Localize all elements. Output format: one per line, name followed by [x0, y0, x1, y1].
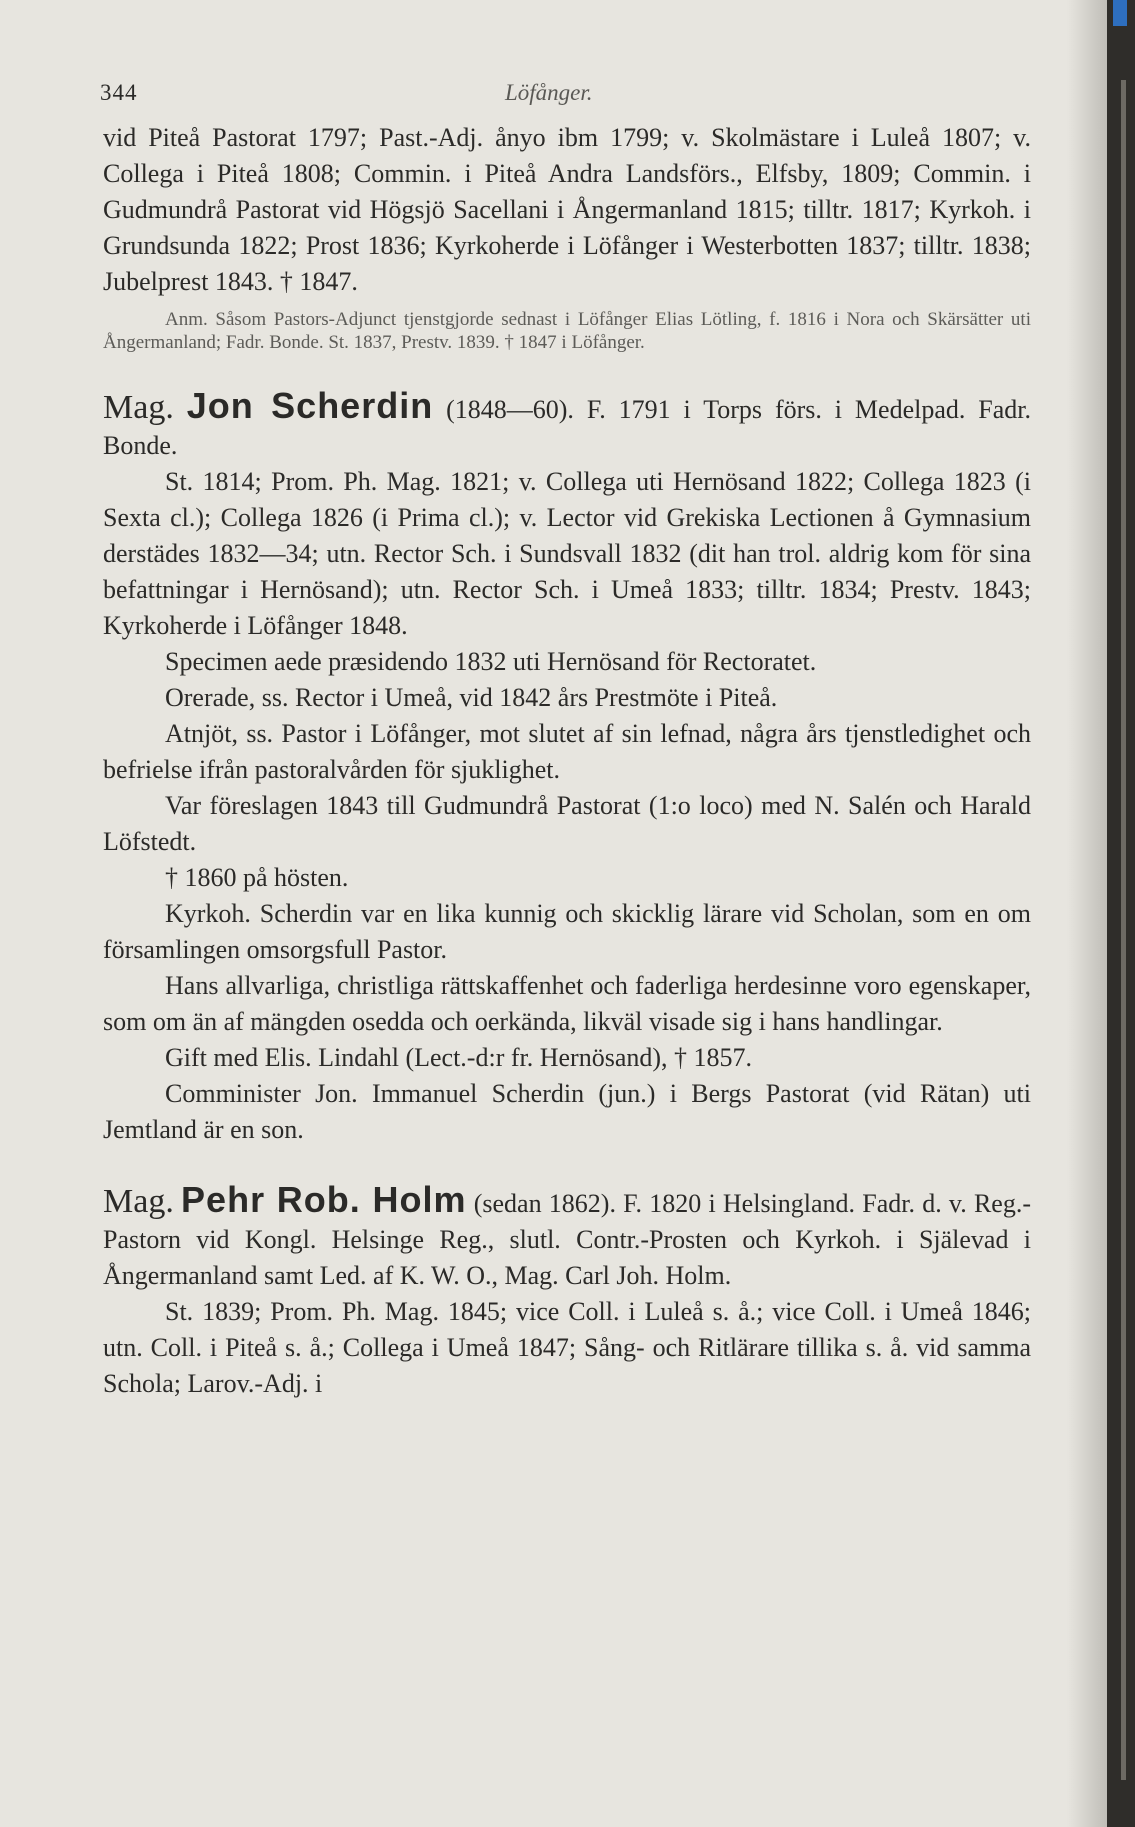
entry-paragraph: St. 1814; Prom. Ph. Mag. 1821; v. Collega uti Hernösand 1822; Collega 1823 (i Sexta cl.); Collega 1826 (i Prima cl.); v. Lector vid Grekiska Lectionen å Gymnasium derstädes 1832—34; utn. Rector Sch. i Sundsvall 1832 (dit han trol. aldrig kom för sina befattningar i Hernösand); utn. Rector Sch. i Umeå 1833; tilltr. 1834; Prestv. 1843; Kyrkoherde i Löfånger 1848. — [103, 467, 1031, 640]
entry-heading-details: (sedan 1862). F. 1820 i Helsingland. Fadr. d. v. Reg.-Pastorn vid Kongl. Helsinge Reg., slutl. Contr.-Prosten och Kyrkoh. i Själevad i Ångermanland samt Led. af K. W. O., Mag. Carl Joh. Holm. — [103, 1189, 1031, 1290]
entry-paragraph: Atnjöt, ss. Pastor i Löfånger, mot slutet af sin lefnad, några års tjenstledighet och befrielse ifrån pastoralvården för sjuklighet. — [103, 719, 1031, 784]
person-name-holm: Pehr Rob. Holm — [181, 1179, 467, 1220]
page-number: 344 — [100, 80, 138, 105]
blue-tab-marker — [1113, 0, 1127, 26]
entry-paragraph: † 1860 på hösten. — [165, 863, 349, 892]
person-name-scherdin: Jon Scherdin — [186, 385, 434, 426]
annotation-note: Anm. Såsom Pastors-Adjunct tjenstgjorde sednast i Löfånger Elias Lötling, f. 1816 i Nora och Skärsätter uti Ångermanland; Fadr. Bonde. St. 1837, Prestv. 1839. † 1847 i Löfånger. — [103, 309, 1031, 353]
entry-continuation-paragraph: vid Piteå Pastorat 1797; Past.-Adj. ånyo ibm 1799; v. Skolmästare i Luleå 1807; v. Collega i Piteå 1808; Commin. i Piteå Andra Landsförs., Elfsby, 1809; Commin. i Gudmundrå Pastorat vid Högsjö Sacellani i Ångermanland 1815; tilltr. 1817; Kyrkoh. i Grundsunda 1822; Prost 1836; Kyrkoherde i Löfånger i Westerbotten 1837; tilltr. 1838; Jubelprest 1843. † 1847. — [103, 123, 1031, 296]
page-body — [103, 120, 1031, 1402]
entry-heading-scherdin — [103, 385, 1032, 464]
page-header — [100, 80, 1021, 110]
running-title: Löfånger. — [505, 80, 593, 105]
entry-paragraph: Hans allvarliga, christliga rättskaffenhet och faderliga herdesinne voro egenskaper, som om än af mängden osedda och oerkända, likväl visade sig i hans handlingar. — [103, 971, 1031, 1036]
book-binding-edge — [1107, 0, 1135, 1827]
title-prefix: Mag. — [103, 389, 174, 426]
entry-paragraph: Kyrkoh. Scherdin var en lika kunnig och skicklig lärare vid Scholan, som en om församlingen omsorgsfull Pastor. — [103, 899, 1031, 964]
entry-paragraph: Orerade, ss. Rector i Umeå, vid 1842 års Prestmöte i Piteå. — [165, 683, 778, 712]
entry-paragraph: Var föreslagen 1843 till Gudmundrå Pastorat (1:o loco) med N. Salén och Harald Löfstedt. — [103, 791, 1031, 856]
entry-paragraph: Comminister Jon. Immanuel Scherdin (jun.) i Bergs Pastorat (vid Rätan) uti Jemtland är en son. — [103, 1079, 1031, 1144]
title-prefix: Mag. — [103, 1183, 174, 1220]
binding-stripe — [1121, 80, 1126, 1780]
entry-heading-details: (1848—60). F. 1791 i Torps förs. i Medelpad. Fadr. Bonde. — [103, 395, 1032, 460]
entry-paragraph: Gift med Elis. Lindahl (Lect.-d:r fr. Hernösand), † 1857. — [165, 1043, 753, 1072]
entry-heading-holm — [103, 1179, 1031, 1294]
entry-paragraph: St. 1839; Prom. Ph. Mag. 1845; vice Coll. i Luleå s. å.; vice Coll. i Umeå 1846; utn. Coll. i Piteå s. å.; Collega i Umeå 1847; Sång- och Ritlärare tillika s. å. vid samma Schola; Larov.-Adj. i — [103, 1297, 1031, 1398]
entry-paragraph: Specimen aede præsidendo 1832 uti Hernösand för Rectoratet. — [165, 647, 817, 676]
